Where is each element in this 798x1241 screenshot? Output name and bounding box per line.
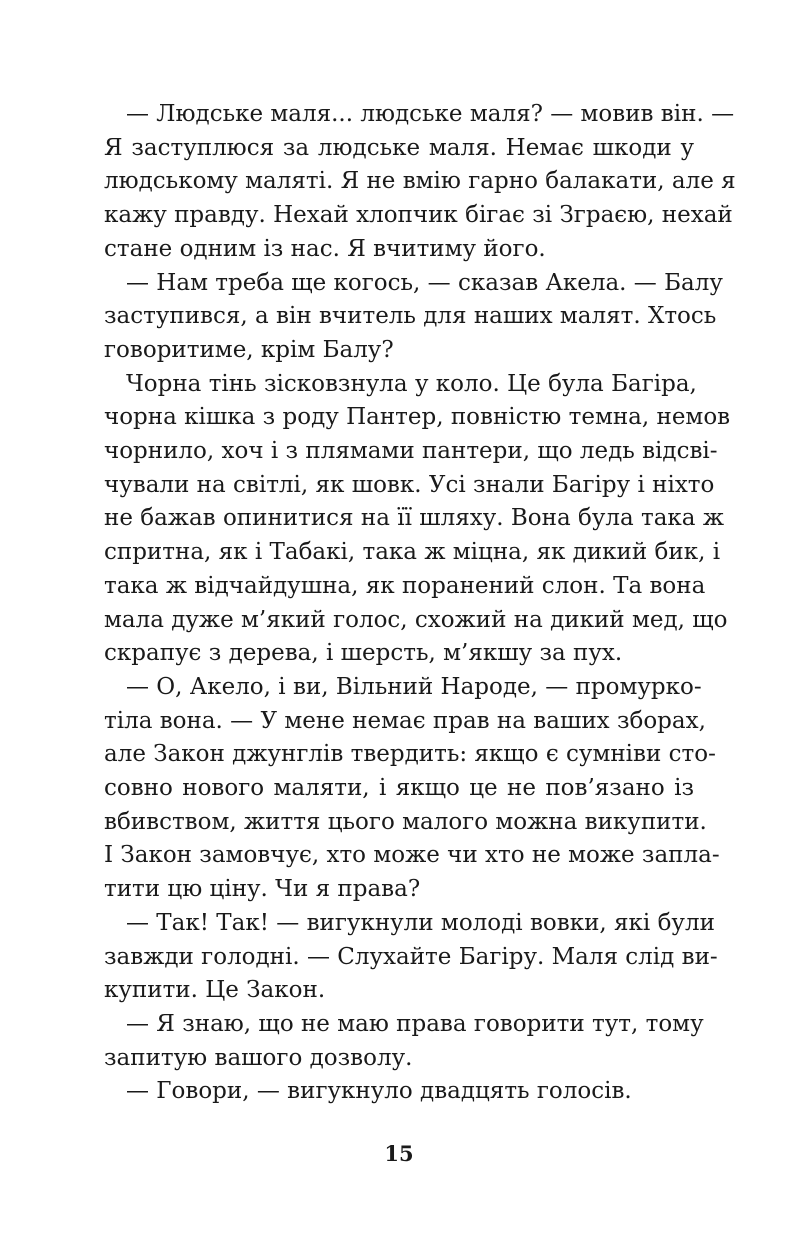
- text-line: мала дуже м’який голос, схожий на дикий мед, що: [104, 606, 728, 633]
- text-line: — Так! Так! — вигукнули молодi вовки, якi були: [126, 909, 715, 936]
- text-line: чорнило, хоч i з плямами пантери, що ледь вiдсвi-: [104, 438, 718, 465]
- text-line: купити. Це Закон.: [104, 977, 326, 1004]
- paragraph-2: [104, 267, 723, 368]
- text-line: совно нового маляти, i якщо це не пов’язано iз: [104, 775, 694, 802]
- paragraph-1: [104, 98, 736, 267]
- text-line: — Говори, — вигукнуло двадцять голосiв.: [126, 1078, 632, 1105]
- page-number: 15: [384, 1141, 414, 1166]
- text-line: не бажав опинитися на її шляху. Вона була така ж: [104, 505, 724, 532]
- text-line: заступився, а вiн вчитель для наших малят. Хтось: [104, 303, 717, 330]
- text-line: спритна, як i Табакi, така ж мiцна, як дикий бик, i: [104, 539, 721, 566]
- text-line: завжди голоднi. — Слухайте Багiру. Маля слiд ви-: [104, 943, 718, 970]
- text-line: така ж вiдчайдушна, як поранений слон. Та вона: [104, 572, 706, 599]
- text-line: запитую вашого дозволу.: [104, 1044, 413, 1071]
- text-line: вбивством, життя цього малого можна викупити.: [104, 808, 707, 835]
- text-line: говоритиме, крiм Балу?: [104, 336, 394, 363]
- text-line: — О, Акело, i ви, Вiльний Народе, — промурко-: [126, 673, 702, 700]
- paragraph-6: [104, 1008, 704, 1075]
- text-line: — Людське маля... людське маля? — мовив він. —: [126, 101, 735, 127]
- text-line: чорна кiшка з роду Пантер, повнiстю темна, немов: [104, 404, 731, 431]
- text-line: стане одним iз нас. Я вчитиму його.: [104, 235, 546, 262]
- text-line: Я заступлюся за людське маля. Немає шкоди у: [104, 134, 694, 161]
- text-line: кажу правду. Нехай хлопчик бiгає зi Зграєю, нехай: [104, 202, 733, 229]
- paragraph-5: [104, 907, 718, 1008]
- paragraph-7: [104, 1075, 694, 1109]
- paragraph-4: [104, 671, 720, 907]
- text-line: — Нам треба ще когось, — сказав Акела. — Балу: [126, 269, 723, 296]
- paragraph-3: [104, 368, 731, 671]
- text-line: I Закон замовчує, хто може чи хто не може запла-: [104, 842, 720, 869]
- text-line: тити цю цiну. Чи я права?: [104, 876, 421, 903]
- text-line: чували на свiтлi, як шовк. Усi знали Багiру i нiхто: [104, 471, 715, 498]
- page-text: [104, 98, 736, 1109]
- text-line: але Закон джунглiв твердить: якщо є сумнiви сто-: [104, 741, 716, 768]
- text-line: скрапує з дерева, i шерсть, м’якшу за пух.: [104, 640, 623, 667]
- text-line: тiла вона. — У мене немає прав на ваших зборах,: [104, 707, 706, 734]
- text-line: людському малятi. Я не вмiю гарно балакати, але я: [104, 168, 736, 195]
- text-line: — Я знаю, що не маю права говорити тут, тому: [126, 1010, 704, 1037]
- text-line: Чорна тiнь зiсковзнула у коло. Це була Багiра,: [126, 370, 697, 397]
